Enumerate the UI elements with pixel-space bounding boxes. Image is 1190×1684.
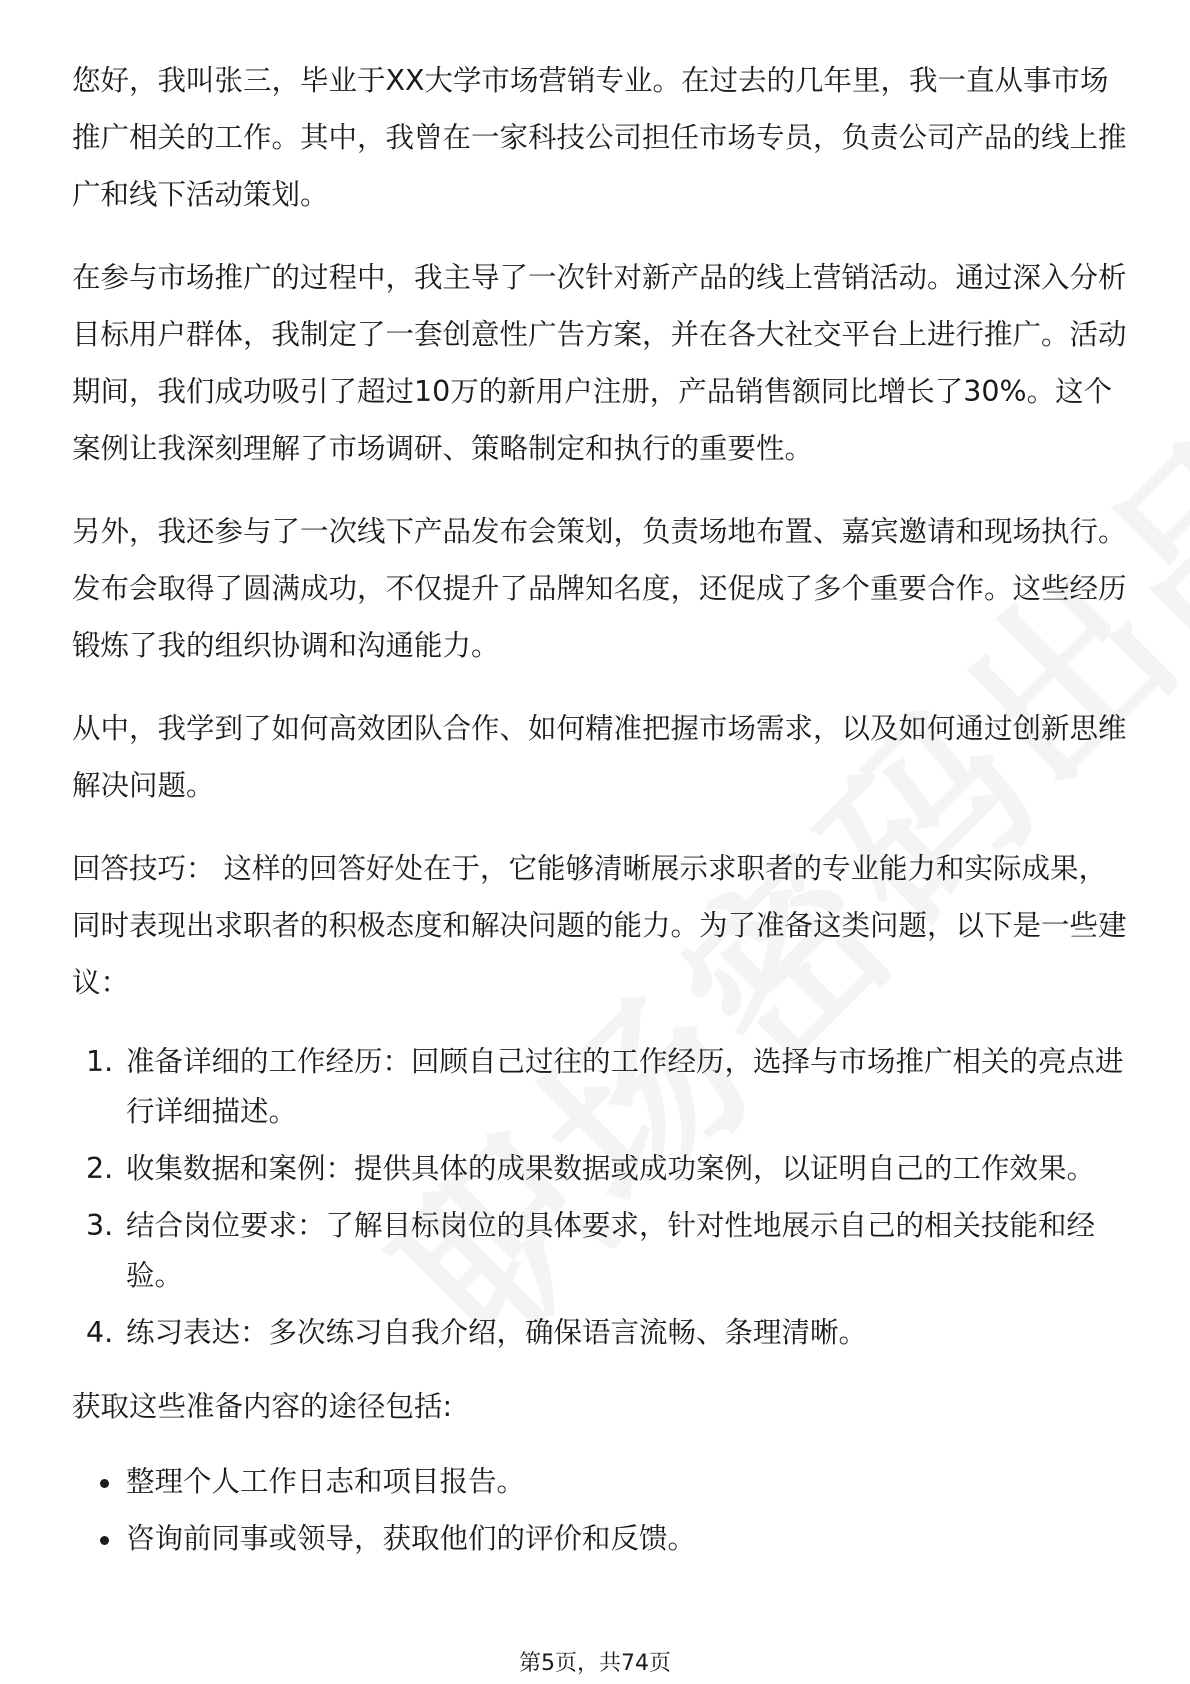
list-item: [72, 1514, 1132, 1564]
list-item: [72, 1037, 1132, 1137]
bullet-icon: [100, 1479, 109, 1488]
paragraph-answer-tips: 回答技巧： 这样的回答好处在于，它能够清晰展示求职者的专业能力和实际成果，同时表现出求职者的积极态度和解决问题的能力。为了准备这类问题，以下是一些建议：: [72, 852, 1127, 999]
document-body: [72, 52, 1132, 1571]
paragraph-lessons: 从中，我学到了如何高效团队合作、如何精准把握市场需求，以及如何通过创新思维解决问题。: [72, 712, 1127, 802]
list-number: 4.: [86, 1316, 114, 1349]
paragraph-offline-event: 另外，我还参与了一次线下产品发布会策划，负责场地布置、嘉宾邀请和现场执行。发布会取得了圆满成功，不仅提升了品牌知名度，还促成了多个重要合作。这些经历锻炼了我的组织协调和沟通能力。: [72, 515, 1127, 662]
list-number: 2.: [86, 1152, 114, 1185]
list-item-text: 整理个人工作日志和项目报告。: [126, 1465, 526, 1498]
list-number: 1.: [86, 1045, 114, 1078]
page-number: 第5页，共74页: [519, 1651, 671, 1676]
list-item-text: 练习表达：多次练习自我介绍，确保语言流畅、条理清晰。: [126, 1316, 868, 1349]
list-item-text: 结合岗位要求：了解目标岗位的具体要求，针对性地展示自己的相关技能和经验。: [126, 1209, 1096, 1292]
list-item: [72, 1144, 1132, 1194]
tips-list: [72, 1037, 1132, 1358]
list-item: [72, 1201, 1132, 1301]
list-item-text: 咨询前同事或领导，获取他们的评价和反馈。: [126, 1522, 697, 1555]
list-item: [72, 1308, 1132, 1358]
list-number: 3.: [86, 1209, 114, 1242]
paragraph-online-campaign: 在参与市场推广的过程中，我主导了一次针对新产品的线上营销活动。通过深入分析目标用户群体，我制定了一套创意性广告方案，并在各大社交平台上进行推广。活动期间，我们成功吸引了超过10万的新用户注册，产品销售额同比增长了30%。这个案例让我深刻理解了市场调研、策略制定和执行的重要性。: [72, 261, 1127, 465]
sources-list: [72, 1457, 1132, 1564]
sources-heading: 获取这些准备内容的途径包括:: [72, 1390, 453, 1423]
bullet-icon: [100, 1536, 109, 1545]
paragraph-intro: 您好，我叫张三，毕业于XX大学市场营销专业。在过去的几年里，我一直从事市场推广相关的工作。其中，我曾在一家科技公司担任市场专员，负责公司产品的线上推广和线下活动策划。: [72, 64, 1127, 211]
list-item: [72, 1457, 1132, 1507]
list-item-text: 收集数据和案例：提供具体的成果数据或成功案例，以证明自己的工作效果。: [126, 1152, 1096, 1185]
list-item-text: 准备详细的工作经历：回顾自己过往的工作经历，选择与市场推广相关的亮点进行详细描述。: [126, 1045, 1124, 1128]
